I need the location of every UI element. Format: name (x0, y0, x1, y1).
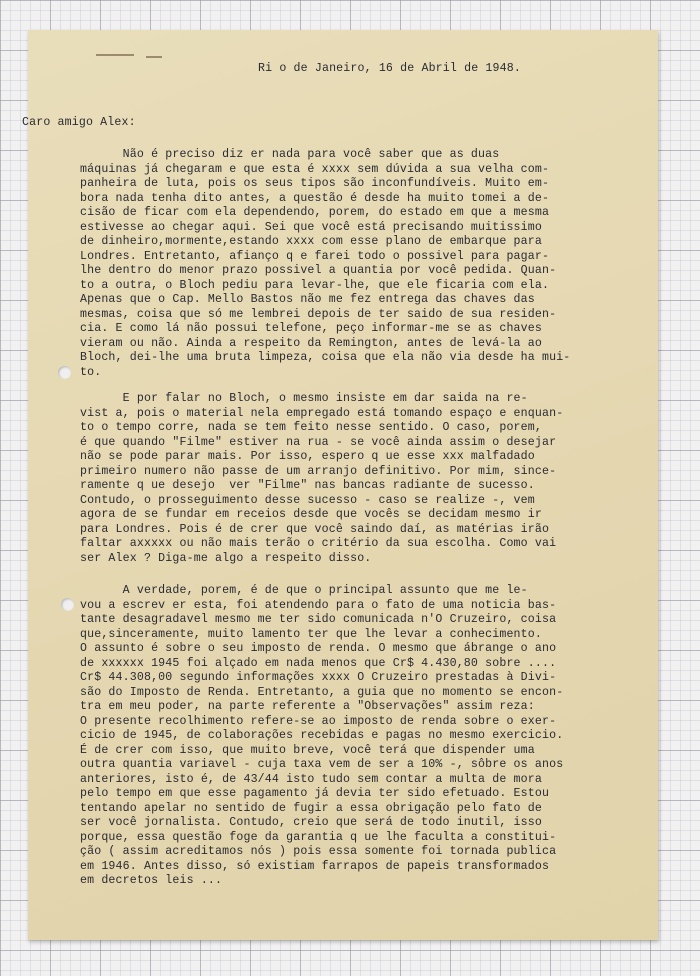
text-line: Não é preciso diz er nada para você saber que as duas (80, 148, 500, 161)
letter-paragraph (80, 148, 640, 380)
text-line: que,sinceramente, muito lamento ter que lhe levar a conhecimento. (80, 627, 542, 641)
text-line: to. (80, 365, 102, 379)
text-line: outra quantia variavel - cuja taxa vem de ser a 10% -, sôbre os anos (80, 758, 564, 771)
text-line: faltar axxxxx ou não mais terão o critério da sua escolha. Como vai (80, 537, 557, 550)
letter-greeting: Caro amigo Alex: (22, 116, 136, 129)
text-line: É de crer com isso, que muito breve, você terá que dispender uma (80, 743, 535, 757)
letter-body (22, 62, 640, 889)
text-line: Bloch, dei-lhe uma bruta limpeza, coisa que ela não via desde ha mui- (80, 351, 571, 364)
text-line: lhe dentro do menor prazo possivel a quantia por você pedida. Quan- (80, 264, 557, 277)
pencil-mark (146, 56, 162, 58)
punch-hole (58, 366, 71, 379)
text-line: O presente recolhimento refere-se ao imposto de renda sobre o exer- (80, 714, 557, 728)
letter-paragraph (80, 392, 640, 566)
text-line: cisão de ficar com ela dependendo, porem, do estado em que a mesma (80, 206, 550, 219)
text-line: não se pode parar mais. Por isso, espero q ue esse xxx malfadado (80, 450, 535, 463)
text-line: mesmas, coisa que só me lembrei depois de ter saido de sua residen- (80, 307, 557, 321)
pencil-mark (96, 54, 134, 56)
text-line: em decretos leis ... (80, 874, 223, 887)
text-line: A verdade, porem, é de que o principal assunto que me le- (80, 584, 528, 597)
letter-paragraphs (80, 148, 640, 889)
text-line: de dinheiro,mormente,estando xxxx com esse plano de embarque para (80, 235, 542, 248)
text-line: vist a, pois o material nela empregado está tomando espaço e enquan- (80, 406, 564, 420)
text-line: E por falar no Bloch, o mesmo insiste em dar saida na re- (80, 392, 528, 405)
text-line: ramente q ue desejo ver "Filme" nas bancas radiante de sucesso. (80, 479, 535, 492)
text-line: porque, essa questão foge da garantia q ue lhe faculta a constitui- (80, 830, 557, 844)
text-line: primeiro numero não passe de um arranjo definitivo. Por mim, since- (80, 464, 557, 478)
text-line: panheira de luta, pois os seus tipos são inconfundíveis. Muito em- (80, 177, 550, 190)
text-line: para Londres. Pois é de crer que você saindo daí, as matérias irão (80, 522, 550, 536)
text-line: máquinas já chegaram e que esta é xxxx sem dúvida a sua velha com- (80, 162, 550, 176)
text-line: Apenas que o Cap. Mello Bastos não me fez entrega das chaves das (80, 293, 535, 306)
letter-paragraph (80, 584, 640, 889)
text-line: Cr$ 44.308,00 segundo informações xxxx O Cruzeiro prestadas à Divi- (80, 671, 557, 684)
text-line: é que quando "Filme" estiver na rua - se você ainda assim o desejar (80, 435, 557, 449)
text-line: pelo tempo em que esse pagamento já devia ter sido efetuado. Estou (80, 787, 550, 800)
text-line: são do Imposto de Renda. Entretanto, a guia que no momento se encon- (80, 685, 564, 699)
text-line: vieram ou não. Ainda a respeito da Remington, antes de levá-la ao (80, 336, 542, 350)
text-line: to o tempo corre, nada se tem feito nesse sentido. O caso, porem, (80, 421, 542, 434)
text-line: O assunto é sobre o seu imposto de renda. O mesmo que ábrange o ano (80, 642, 557, 655)
text-line: ser Alex ? Diga-me algo a respeito disso. (80, 551, 372, 565)
text-line: tra em meu poder, na parte referente a "Observações" assim reza: (80, 700, 535, 713)
text-line: de xxxxxx 1945 foi alçado em nada menos que Cr$ 4.430,80 sobre .... (80, 656, 557, 670)
letter-date: Ri o de Janeiro, 16 de Abril de 1948. (258, 62, 521, 75)
text-line: em 1946. Antes disso, só existiam farrapos de papeis transformados (80, 859, 550, 873)
text-line: estivesse ao chegar aqui. Sei que você está precisando muitissimo (80, 220, 542, 234)
text-line: Londres. Entretanto, afianço q e farei todo o possivel para pagar- (80, 249, 550, 263)
text-line: ção ( assim acreditamos nós ) pois essa somente foi tornada publica (80, 845, 557, 858)
text-line: agora de se fundar em receios desde que vocês se decidam mesmo ir (80, 508, 542, 521)
text-line: ser você jornalista. Contudo, creio que será de todo inutil, isso (80, 816, 542, 829)
text-line: Contudo, o prosseguimento desse sucesso - caso se realize -, vem (80, 493, 535, 507)
text-line: tentando apelar no sentido de fugir a essa obrigação pelo fato de (80, 801, 542, 815)
text-line: anteriores, isto é, de 43/44 isto tudo sem contar a multa de mora (80, 772, 542, 786)
text-line: bora nada tenha dito antes, a questão é desde ha muito tomei a de- (80, 191, 550, 205)
text-line: tante desagradavel mesmo me ter sido comunicada n'O Cruzeiro, coisa (80, 613, 557, 626)
text-line: cia. E como lá não possui telefone, peço informar-me se as chaves (80, 322, 542, 335)
text-line: cicio de 1945, de colaborações recebidas e pagas no mesmo exercicio. (80, 729, 564, 742)
text-line: to a outra, o Bloch pediu para levar-lhe, que ele ficaria com ela. (80, 278, 550, 292)
punch-hole (61, 598, 74, 611)
text-line: vou a escrev er esta, foi atendendo para o fato de uma noticia bas- (80, 598, 557, 612)
